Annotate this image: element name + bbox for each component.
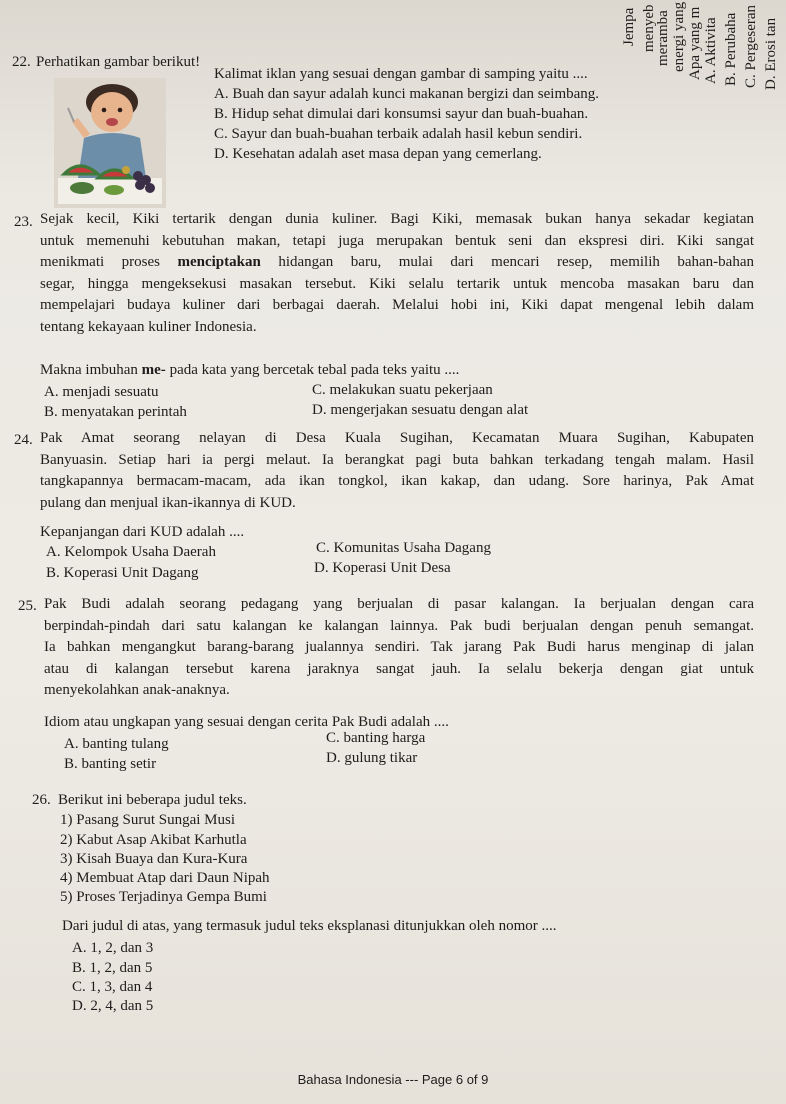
page-footer: Bahasa Indonesia --- Page 6 of 9 [297, 1072, 489, 1087]
rotated-line: menyeb [641, 4, 657, 52]
passage-line: berpindah-pindah dari satu kalangan ke kalangan lainnya. Pak budi berjualan dengan penuh semangat. [44, 617, 754, 634]
passage-line: menyekolahkan anak-anaknya. [44, 682, 230, 698]
passage-line [40, 252, 754, 274]
title-item: 3) Kisah Buaya dan Kura-Kura [60, 851, 248, 867]
question-text-part: pada kata yang bercetak tebal pada teks yaitu .... [169, 362, 460, 378]
option-b[interactable]: B. Hidup sehat dimulai dari konsumsi sayur dan buah-buahan. [214, 106, 589, 122]
title-item: 4) Membuat Atap dari Daun Nipah [60, 870, 270, 886]
question-number: 22. [12, 54, 31, 70]
passage-line: pulang dan menjual ikan-ikannya di KUD. [40, 494, 296, 511]
question-text: Idiom atau ungkapan yang sesuai dengan cerita Pak Budi adalah .... [44, 714, 449, 730]
option-a[interactable]: A. Buah dan sayur adalah kunci makanan bergizi dan seimbang. [214, 86, 600, 102]
question-text: Kalimat iklan yang sesuai dengan gambar di samping yaitu .... [214, 66, 588, 82]
question-number: 24. [14, 432, 33, 448]
option-b[interactable]: B. banting setir [64, 756, 157, 772]
option-c[interactable]: C. banting harga [326, 730, 426, 746]
question-number: 26. [32, 792, 51, 808]
question-text-part: Makna imbuhan [40, 362, 138, 378]
passage-text: menikmati proses [40, 254, 160, 270]
bold-affix: me- [141, 362, 166, 378]
rotated-line: Jempa [621, 7, 637, 46]
option-b[interactable]: B. Koperasi Unit Dagang [46, 565, 199, 581]
rotated-line: meramba [655, 10, 671, 66]
question-number: 25. [18, 598, 37, 614]
question-text [40, 360, 459, 380]
option-c[interactable]: C. Sayur dan buah-buahan terbaik adalah hasil kebun sendiri. [214, 126, 583, 142]
title-item: 5) Proses Terjadinya Gempa Bumi [60, 889, 267, 905]
option-b[interactable]: B. menyatakan perintah [44, 404, 187, 420]
option-d[interactable]: D. Koperasi Unit Desa [314, 560, 451, 576]
option-d[interactable]: D. Kesehatan adalah aset masa depan yang cemerlang. [214, 146, 542, 162]
rotated-line: D. Erosi tan [763, 17, 779, 90]
question-text: Dari judul di atas, yang termasuk judul teks eksplanasi ditunjukkan oleh nomor .... [62, 918, 557, 934]
question-intro: Perhatikan gambar berikut! [36, 54, 201, 70]
passage-text: hidangan baru, mulai dari mencari resep, memilih bahan-bahan [278, 254, 754, 270]
rotated-line: B. Perubaha [723, 12, 739, 86]
passage [44, 594, 754, 702]
title-item: 2) Kabut Asap Akibat Karhutla [60, 832, 247, 848]
bold-keyword: menciptakan [177, 254, 261, 270]
passage [40, 428, 754, 514]
option-d[interactable]: D. 2, 4, dan 5 [72, 998, 154, 1014]
passage [40, 209, 754, 338]
option-a[interactable]: A. banting tulang [64, 736, 169, 752]
passage-line: atau di kalangan tersebut karena jaraknya sangat jauh. Ia selalu bekerja dengan giat untuk [44, 660, 754, 677]
rotated-line: A. Aktivita [703, 17, 719, 84]
rotated-line: Apa yang m [687, 6, 703, 80]
option-c[interactable]: C. melakukan suatu pekerjaan [312, 382, 493, 398]
option-d[interactable]: D. mengerjakan sesuatu dengan alat [312, 402, 529, 418]
passage-line: untuk memenuhi kebutuhan makan, tetapi juga merupakan bentuk seni dan ekspresi diri. Kiki sangat [40, 232, 754, 249]
passage-line: Pak Budi adalah seorang pedagang yang berjualan di pasar kalangan. Ia berjualan dengan cara [44, 596, 754, 612]
question-intro: Berikut ini beberapa judul teks. [58, 792, 247, 808]
question-number: 23. [14, 214, 33, 230]
passage-line: Pak Amat seorang nelayan di Desa Kuala Sugihan, Kecamatan Muara Sugihan, Kabupaten [40, 430, 754, 446]
option-d[interactable]: D. gulung tikar [326, 750, 418, 766]
option-c[interactable]: C. Komunitas Usaha Dagang [316, 540, 491, 556]
rotated-line: energi yang [671, 1, 687, 72]
option-a[interactable]: A. menjadi sesuatu [44, 384, 159, 400]
passage-line: Sejak kecil, Kiki tertarik dengan dunia kuliner. Bagi Kiki, memasak bukan hanya sekadar kegiatan [40, 211, 754, 227]
passage-line: Ia bahkan mengangkut barang-barang jualannya sendiri. Tak jarang Pak Budi harus menginap di jalan [44, 639, 754, 655]
passage-line: tentang kekayaan kuliner Indonesia. [40, 318, 257, 335]
rotated-line: C. Pergeseran [743, 4, 759, 88]
option-b[interactable]: B. 1, 2, dan 5 [72, 960, 153, 976]
option-c[interactable]: C. 1, 3, dan 4 [72, 979, 153, 995]
option-a[interactable]: A. Kelompok Usaha Daerah [46, 544, 216, 560]
child-eating-fruit-illustration [54, 78, 166, 208]
passage-line: mempelajari budaya kuliner dari berbagai daerah. Melalui hobi ini, Kiki dapat mengenal lebih dalam [40, 297, 754, 313]
passage-line: segar, hingga mengeksekusi masakan tersebut. Kiki selalu tertarik untuk mencoba masakan baru dan [40, 275, 754, 292]
title-item: 1) Pasang Surut Sungai Musi [60, 812, 236, 828]
question-text: Kepanjangan dari KUD adalah .... [40, 524, 245, 540]
passage-line: tangkapannya bermacam-macam, ada ikan tongkol, ikan kakap, dan udang. Sore harinya, Pak Amat [40, 473, 754, 489]
option-a[interactable]: A. 1, 2, dan 3 [72, 940, 154, 956]
passage-line: Banyuasin. Setiap hari ia pergi melaut. Ia berangkat pagi buta bahkan terkadang tengah malam. Hasil [40, 451, 754, 468]
